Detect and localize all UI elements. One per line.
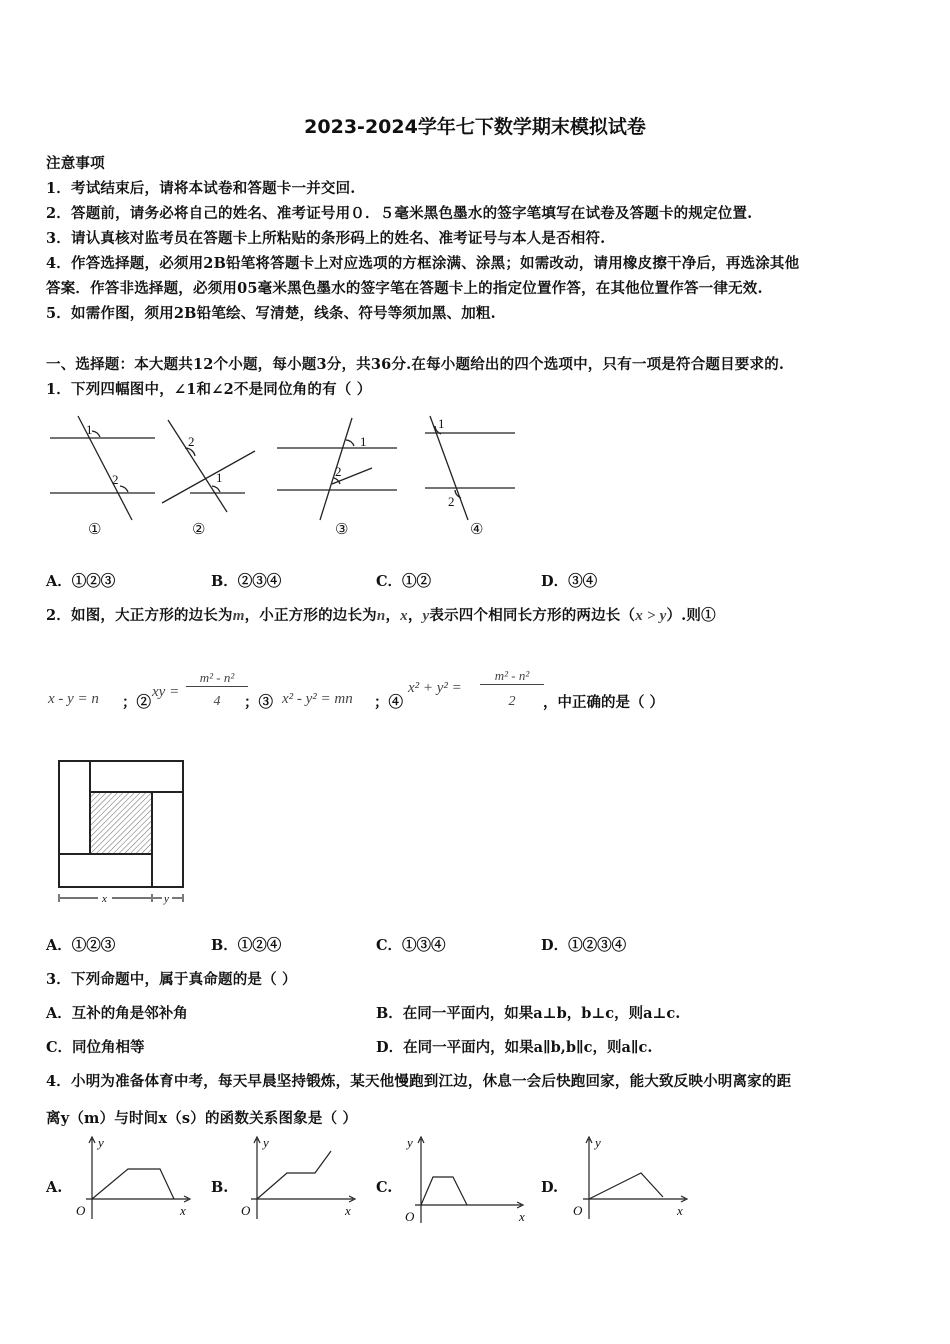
question-2-statements: x - y = n ；② xy = m² - n² 4 ；③ x² - y² = mn ；④ x² + y² = m² - n² 2 ，中正确的是（ ） — [48, 668, 665, 711]
q1-figures — [40, 408, 530, 538]
angle-label: 1 — [360, 434, 367, 449]
origin-label: O — [241, 1203, 251, 1218]
q4-graph-b[interactable] — [235, 1133, 365, 1228]
axis-x-label: x — [345, 1203, 351, 1218]
q4-graph-c[interactable] — [397, 1133, 532, 1228]
origin-label: O — [76, 1203, 86, 1218]
question-2-stem: 2．如图，大正方形的边长为m，小正方形的边长为n，x，y表示四个相同长方形的两边长（x > y）.则① — [46, 607, 716, 624]
notice-item: 4．作答选择题，必须用2B铅笔将答题卡上对应选项的方框涂满、涂黑；如需改动，请用橡皮擦干净后，再选涂其他 — [46, 255, 800, 272]
notice-item: 5．如需作图，须用2B铅笔绘、写清楚，线条、符号等须加黑、加粗. — [46, 305, 496, 322]
q4-option-d[interactable]: D. — [541, 1179, 559, 1196]
question-4-stem-line2: 离y（m）与时间x（s）的函数关系图象是（ ） — [46, 1110, 358, 1127]
axis-y-label: y — [595, 1135, 601, 1150]
notice-item: 1．考试结束后，请将本试卷和答题卡一并交回. — [46, 180, 356, 197]
axis-y-label: y — [263, 1135, 269, 1150]
q3-option-a[interactable]: A．互补的角是邻补角 — [46, 1005, 188, 1022]
q2-square-figure — [52, 756, 192, 908]
notice-item: 3．请认真核对监考员在答题卡上所粘贴的条形码上的姓名、准考证号与本人是否相符. — [46, 230, 606, 247]
q3-option-d[interactable]: D．在同一平面内，如果a∥b,b∥c，则a∥c. — [376, 1039, 653, 1056]
q4-graph-d[interactable] — [567, 1133, 697, 1228]
axis-x-label: x — [677, 1203, 683, 1218]
q1-figure-4 — [425, 416, 515, 520]
angle-label: 2 — [112, 472, 119, 487]
angle-label: 1 — [438, 416, 445, 431]
q1-option-c[interactable]: C．①② — [376, 573, 432, 590]
question-4-stem-line1: 4．小明为准备体育中考，每天早晨坚持锻炼，某天他慢跑到江边，休息一会后快跑回家，能大致反映小明离家的距 — [46, 1073, 792, 1090]
question-1-stem: 1．下列四幅图中，∠1和∠2不是同位角的有（ ） — [46, 381, 372, 398]
q3-option-b[interactable]: B．在同一平面内，如果a⊥b，b⊥c，则a⊥c. — [376, 1005, 681, 1022]
q4-option-a[interactable]: A. — [46, 1179, 63, 1196]
q2-option-d[interactable]: D．①②③④ — [541, 937, 627, 954]
notice-heading: 注意事项 — [46, 155, 105, 172]
axis-x-label: x — [519, 1209, 525, 1224]
figure-label-y: y — [164, 893, 169, 905]
figure-label: ② — [192, 522, 206, 538]
notice-item: 2．答题前，请务必将自己的姓名、准考证号用０．５毫米黑色墨水的签字笔填写在试卷及答题卡的规定位置. — [46, 205, 753, 222]
angle-label: 2 — [335, 464, 342, 479]
q2-option-c[interactable]: C．①③④ — [376, 937, 446, 954]
angle-label: 1 — [216, 470, 223, 485]
question-3-stem: 3．下列命题中，属于真命题的是（ ） — [46, 971, 297, 988]
axis-x-label: x — [180, 1203, 186, 1218]
q4-option-c[interactable]: C. — [376, 1179, 393, 1196]
figure-label-x: x — [102, 893, 107, 905]
q1-figure-2 — [162, 420, 255, 512]
notice-item: 答案．作答非选择题，必须用05毫米黑色墨水的签字笔在答题卡上的指定位置作答，在其他位置作答一律无效. — [46, 280, 763, 297]
section-heading: 一、选择题：本大题共12个小题，每小题3分，共36分.在每小题给出的四个选项中，只有一项是符合题目要求的. — [46, 356, 785, 373]
q4-graph-a[interactable] — [70, 1133, 200, 1228]
q1-option-d[interactable]: D．③④ — [541, 573, 598, 590]
figure-label: ④ — [470, 522, 484, 538]
angle-label: 2 — [188, 434, 195, 449]
axis-y-label: y — [407, 1135, 413, 1150]
q1-option-b[interactable]: B．②③④ — [211, 573, 282, 590]
q4-option-b[interactable]: B. — [211, 1179, 229, 1196]
origin-label: O — [405, 1209, 415, 1224]
q2-option-b[interactable]: B．①②④ — [211, 937, 282, 954]
figure-label: ① — [88, 522, 102, 538]
page-title: 2023-2024学年七下数学期末模拟试卷 — [304, 116, 646, 138]
origin-label: O — [573, 1203, 583, 1218]
figure-label: ③ — [335, 522, 349, 538]
q1-figure-1 — [50, 416, 155, 520]
angle-label: 2 — [448, 494, 455, 509]
q1-option-a[interactable]: A．①②③ — [46, 573, 116, 590]
angle-label: 1 — [86, 422, 93, 437]
axis-y-label: y — [98, 1135, 104, 1150]
q3-option-c[interactable]: C．同位角相等 — [46, 1039, 145, 1056]
q2-option-a[interactable]: A．①②③ — [46, 937, 116, 954]
